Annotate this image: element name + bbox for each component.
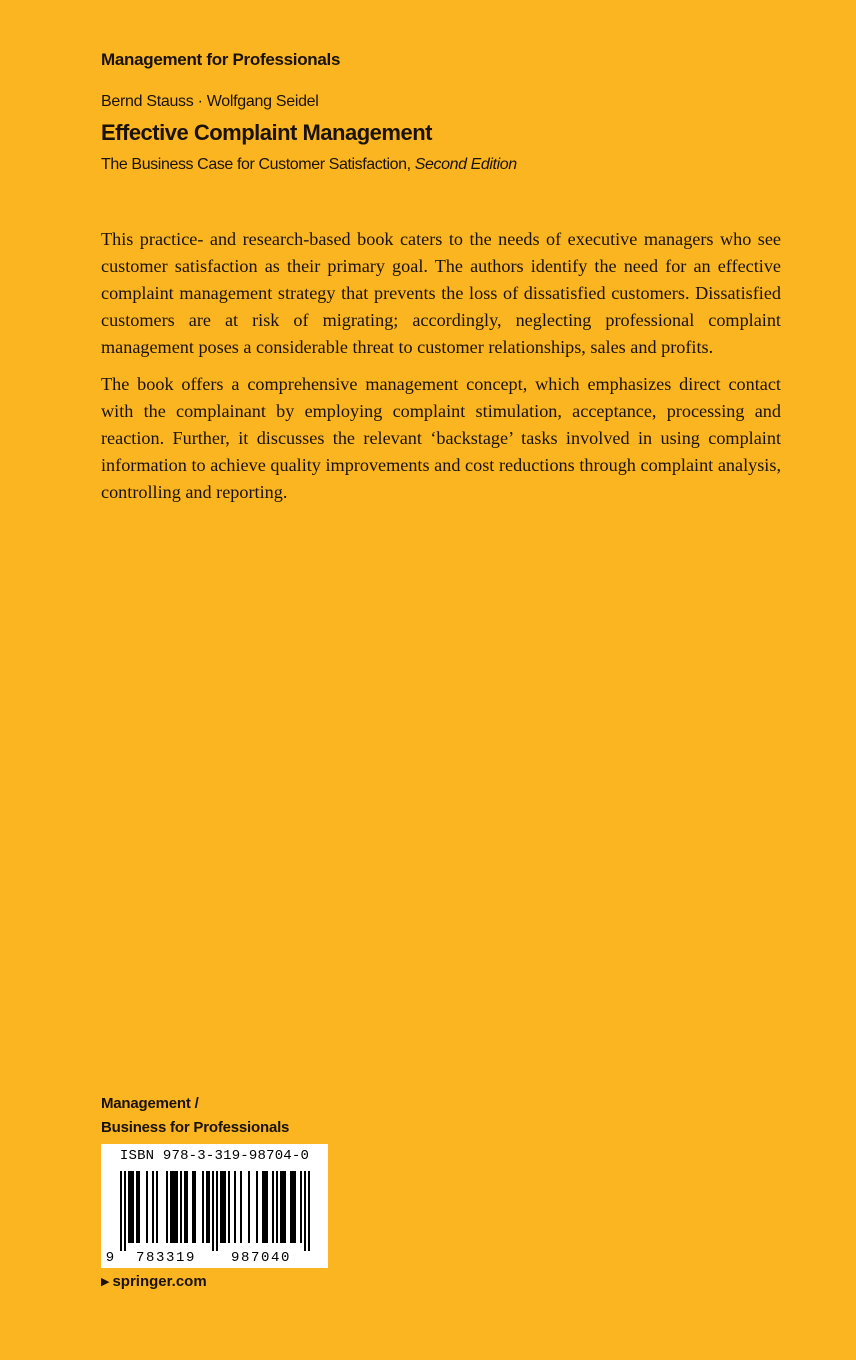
barcode-bar xyxy=(220,1171,222,1243)
book-subtitle xyxy=(101,156,517,174)
barcode-bar xyxy=(212,1171,214,1251)
isbn-label: ISBN 978-3-319-98704-0 xyxy=(119,1148,310,1164)
barcode-bar xyxy=(284,1171,286,1243)
barcode-bar xyxy=(132,1171,134,1243)
publisher-website-label: springer.com xyxy=(112,1273,207,1290)
barcode-bar xyxy=(304,1171,306,1251)
blurb-paragraph-1: This practice- and research-based book caters to the needs of executive managers who see customer satisfaction as their primary goal. The authors identify the need for an effective complaint management strategy that prevents the loss of dissatisfied customers. Dissatisfied customers are at risk of migrating; accordingly, neglecting professional complaint management poses a considerable threat to customer relationships, sales and profits. xyxy=(101,229,781,357)
barcode-bar xyxy=(124,1171,126,1251)
barcode-bar xyxy=(194,1171,196,1243)
barcode-bar xyxy=(202,1171,204,1243)
subtitle-main: The Business Case for Customer Satisfaction, xyxy=(101,156,415,173)
barcode-bar xyxy=(120,1171,122,1251)
barcode-left-digits: 783319 xyxy=(135,1250,197,1266)
barcode-bar xyxy=(146,1171,148,1243)
blurb-paragraph-2: The book offers a comprehensive management concept, which emphasizes direct contact with the complainant by employing complaint stimulation, acceptance, processing and reaction. Further, it discusses the relevant ‘backstage’ tasks involved in using complaint information to achieve quality improvements and cost reductions through complaint analysis, controlling and reporting. xyxy=(101,374,781,502)
subject-category xyxy=(101,1092,289,1140)
barcode-bar xyxy=(276,1171,278,1243)
barcode-bar xyxy=(290,1171,292,1243)
barcode-bar xyxy=(294,1171,296,1243)
barcode-bar xyxy=(136,1171,138,1243)
category-line-1: Management / xyxy=(101,1095,199,1112)
book-title: Effective Complaint Management xyxy=(101,120,432,145)
isbn-barcode xyxy=(101,1144,328,1268)
barcode-bar xyxy=(216,1171,218,1251)
barcode-bar xyxy=(138,1171,140,1243)
barcode-bar xyxy=(174,1171,176,1243)
barcode-bar xyxy=(222,1171,224,1243)
arrow-right-icon: ▶ xyxy=(101,1276,110,1288)
barcode-bar xyxy=(256,1171,258,1243)
barcode-bar xyxy=(184,1171,186,1243)
author-first: Bernd Stauss xyxy=(101,93,194,110)
barcode-bar xyxy=(156,1171,158,1243)
author-separator: · xyxy=(193,93,207,110)
barcode-bar xyxy=(292,1171,294,1243)
barcode-bar xyxy=(240,1171,242,1243)
barcode-bar xyxy=(170,1171,172,1243)
barcode-bar xyxy=(192,1171,194,1243)
barcode-bar xyxy=(176,1171,178,1243)
subtitle-edition: Second Edition xyxy=(414,156,517,173)
blurb xyxy=(101,226,781,516)
barcode-bar xyxy=(266,1171,268,1243)
barcode-bar xyxy=(208,1171,210,1243)
series-title: Management for Professionals xyxy=(101,50,341,69)
barcode-right-digits: 987040 xyxy=(230,1250,292,1266)
barcode-bar xyxy=(172,1171,174,1243)
barcode-bar xyxy=(308,1171,310,1251)
publisher-website-link[interactable] xyxy=(101,1273,207,1290)
barcode-bar xyxy=(180,1171,182,1243)
barcode-bar xyxy=(280,1171,282,1243)
barcode-bar xyxy=(282,1171,284,1243)
authors-line xyxy=(101,93,319,111)
barcode-bar xyxy=(234,1171,236,1243)
barcode-bar xyxy=(128,1171,130,1243)
author-second: Wolfgang Seidel xyxy=(206,93,319,110)
barcode-bar xyxy=(248,1171,250,1243)
barcode-bar xyxy=(130,1171,132,1243)
barcode-bar xyxy=(272,1171,274,1243)
barcode-bar xyxy=(186,1171,188,1243)
barcode-bar xyxy=(206,1171,208,1243)
barcode-bar xyxy=(228,1171,230,1243)
barcode-bar xyxy=(152,1171,154,1243)
barcode-bar xyxy=(264,1171,266,1243)
barcode-bar xyxy=(224,1171,226,1243)
barcode-bars xyxy=(120,1171,310,1251)
barcode-bar xyxy=(166,1171,168,1243)
barcode-lead-digit: 9 xyxy=(105,1250,115,1266)
barcode-bar xyxy=(262,1171,264,1243)
category-line-2: Business for Professionals xyxy=(101,1119,290,1136)
barcode-bar xyxy=(300,1171,302,1243)
